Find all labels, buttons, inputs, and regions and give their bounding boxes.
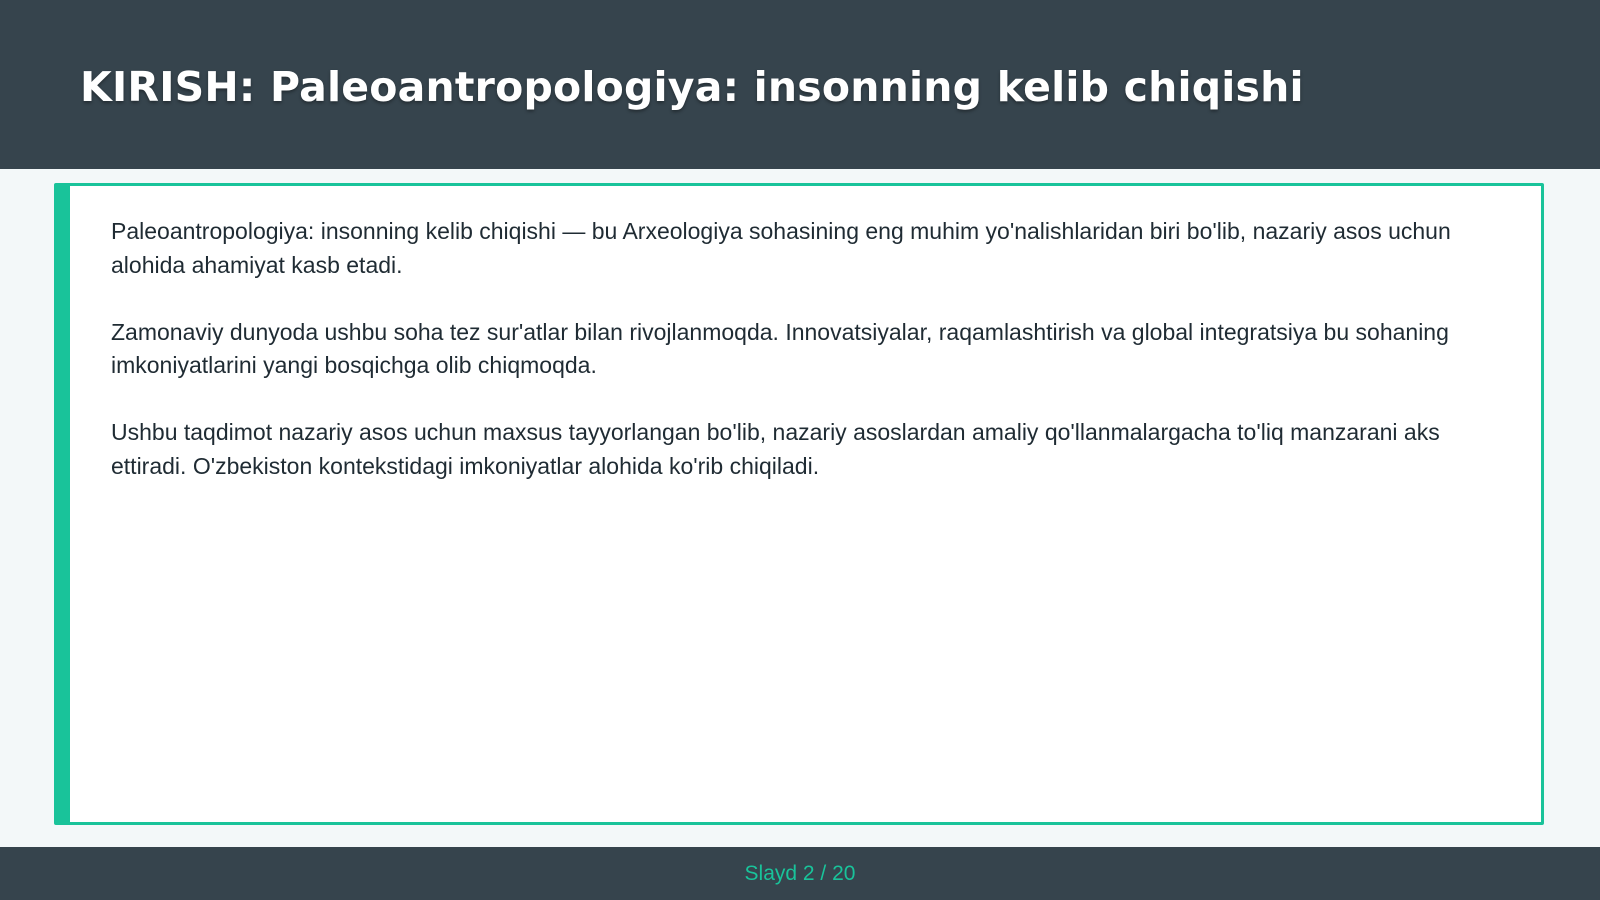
modern-development-paragraph: Zamonaviy dunyoda ushbu soha tez sur'atlar bilan rivojlanmoqda. Innovatsiyalar, raqamlashtirish va global integratsiya bu sohaning imkoniyatlarini yangi bosqichga olib chiqmoqda. xyxy=(111,318,1449,378)
presentation-purpose-paragraph: Ushbu taqdimot nazariy asos uchun maxsus tayyorlangan bo'lib, nazariy asoslardan amaliy qo'llanmalargacha to'liq manzarani aks ettiradi. O'zbekiston kontekstidagi imkoniyatlar alohida ko'rib chiqiladi. xyxy=(111,419,1440,479)
slide-number: Slayd 2 / 20 xyxy=(744,862,856,885)
content-card xyxy=(54,183,1544,825)
content-text-block xyxy=(111,215,1511,517)
slide-header xyxy=(0,0,1600,169)
slide-title: KIRISH: Paleoantropologiya: insonning kelib chiqishi xyxy=(80,63,1304,111)
intro-paragraph: Paleoantropologiya: insonning kelib chiqishi — bu Arxeologiya sohasining eng muhim yo'nalishlaridan biri bo'lib, nazariy asos uchun alohida ahamiyat kasb etadi. xyxy=(111,218,1451,278)
slide-footer xyxy=(0,847,1600,900)
